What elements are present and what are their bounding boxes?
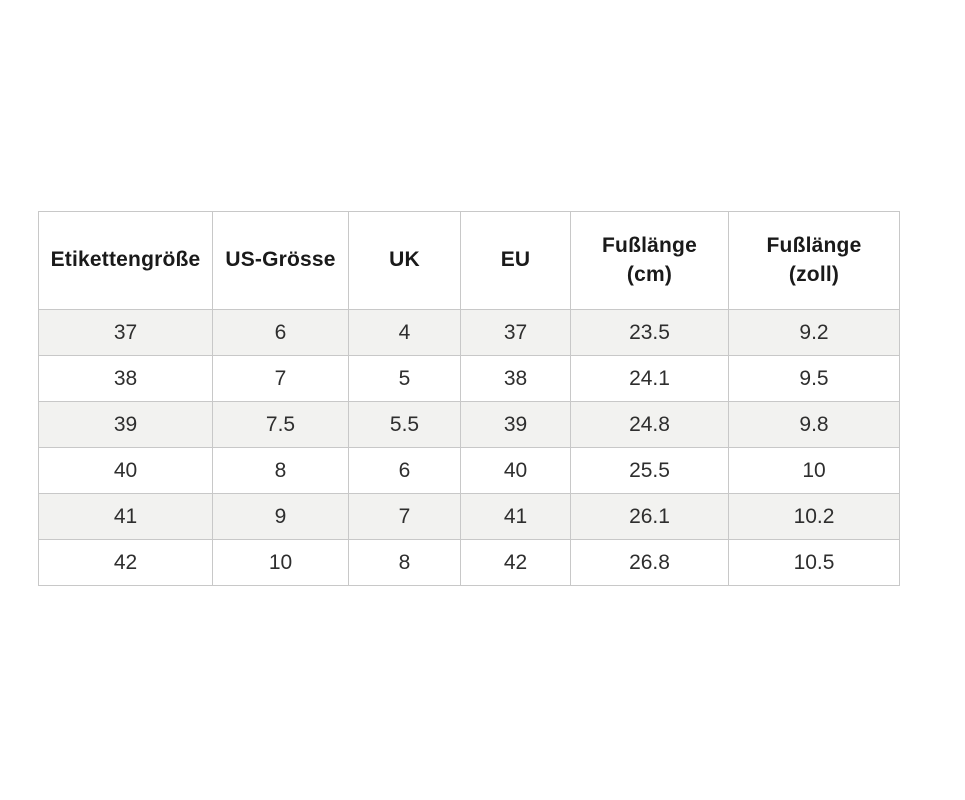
column-header-5: Fußlänge (zoll) [729, 212, 900, 310]
table-cell: 6 [349, 448, 461, 494]
table-row [39, 402, 900, 448]
size-conversion-table-container [38, 211, 899, 586]
column-header-3: EU [461, 212, 571, 310]
table-cell: 26.1 [571, 494, 729, 540]
size-conversion-table [38, 211, 900, 586]
table-cell: 41 [39, 494, 213, 540]
table-cell: 7 [213, 356, 349, 402]
header-row [39, 212, 900, 310]
table-body [39, 310, 900, 586]
table-cell: 4 [349, 310, 461, 356]
table-row [39, 540, 900, 586]
table-cell: 39 [461, 402, 571, 448]
table-cell: 5 [349, 356, 461, 402]
table-cell: 10 [213, 540, 349, 586]
table-cell: 37 [39, 310, 213, 356]
table-cell: 42 [39, 540, 213, 586]
table-cell: 7 [349, 494, 461, 540]
column-header-4: Fußlänge (cm) [571, 212, 729, 310]
table-cell: 24.1 [571, 356, 729, 402]
table-cell: 37 [461, 310, 571, 356]
table-cell: 42 [461, 540, 571, 586]
table-cell: 24.8 [571, 402, 729, 448]
table-cell: 7.5 [213, 402, 349, 448]
table-cell: 9.5 [729, 356, 900, 402]
table-cell: 38 [461, 356, 571, 402]
table-cell: 10 [729, 448, 900, 494]
column-header-2: UK [349, 212, 461, 310]
table-cell: 41 [461, 494, 571, 540]
column-header-0: Etikettengröße [39, 212, 213, 310]
table-cell: 25.5 [571, 448, 729, 494]
table-row [39, 494, 900, 540]
table-cell: 39 [39, 402, 213, 448]
table-cell: 8 [349, 540, 461, 586]
table-row [39, 448, 900, 494]
table-cell: 5.5 [349, 402, 461, 448]
table-cell: 9 [213, 494, 349, 540]
table-cell: 40 [39, 448, 213, 494]
table-header [39, 212, 900, 310]
table-cell: 10.5 [729, 540, 900, 586]
table-cell: 26.8 [571, 540, 729, 586]
table-cell: 9.8 [729, 402, 900, 448]
table-row [39, 356, 900, 402]
table-cell: 10.2 [729, 494, 900, 540]
table-row [39, 310, 900, 356]
table-cell: 40 [461, 448, 571, 494]
table-cell: 23.5 [571, 310, 729, 356]
table-cell: 38 [39, 356, 213, 402]
column-header-1: US-Grösse [213, 212, 349, 310]
table-cell: 6 [213, 310, 349, 356]
table-cell: 9.2 [729, 310, 900, 356]
table-cell: 8 [213, 448, 349, 494]
